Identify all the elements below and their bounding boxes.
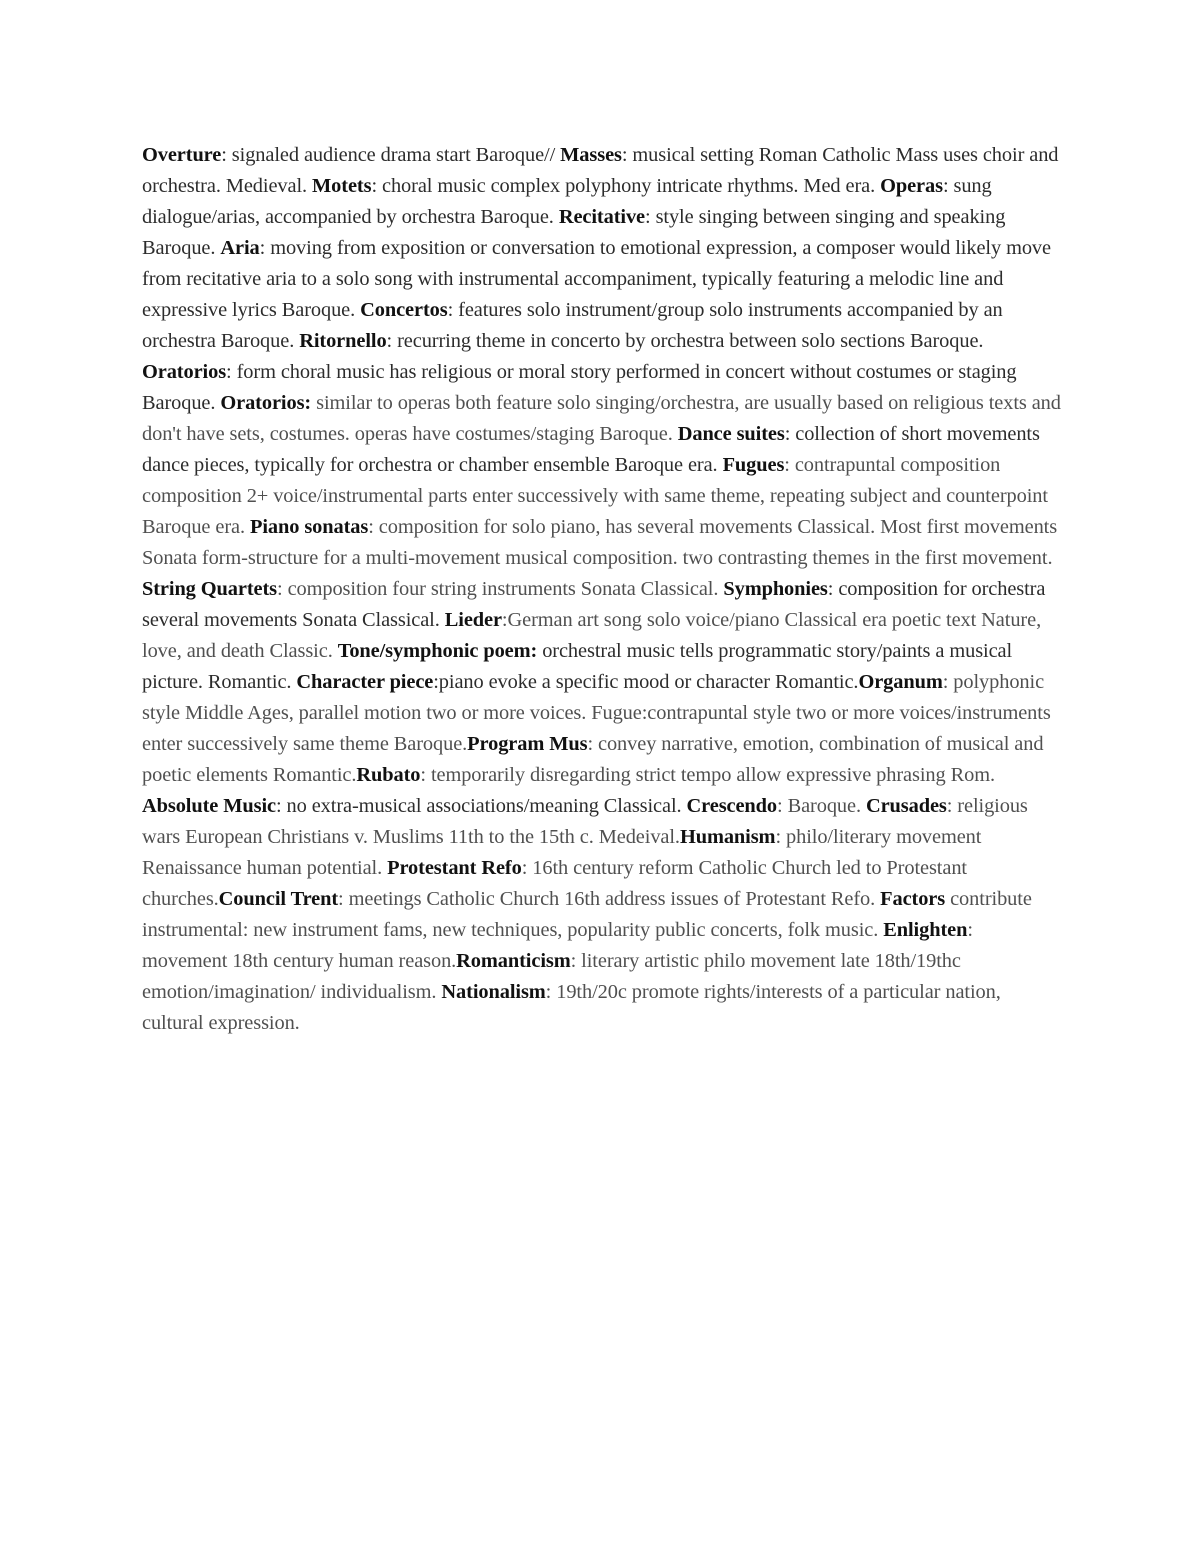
definition-enlighten: : movement 18th century human reason.: [142, 919, 973, 972]
term-tone-poem: Tone/symphonic poem:: [337, 640, 538, 662]
study-notes-paragraph: [142, 140, 1062, 1039]
term-crusades: Crusades: [865, 795, 947, 817]
term-crescendo: Crescendo: [686, 795, 778, 817]
term-recitative: Recitative: [558, 206, 645, 228]
definition-oratorios-2: similar to operas both feature solo singing/orchestra, are usually based on religious texts and don't have sets, costumes. operas have costumes/staging Baroque.: [142, 392, 1061, 445]
term-factors: Factors: [880, 888, 946, 910]
term-rubato: Rubato: [356, 764, 421, 786]
definition-crescendo: : Baroque.: [777, 795, 866, 817]
term-operas: Operas: [880, 175, 943, 197]
definition-masses: : musical setting Roman Catholic Mass uses choir and orchestra. Medieval.: [142, 144, 1059, 197]
definition-concertos: : features solo instrument/group solo instruments accompanied by an orchestra Baroque.: [142, 299, 1003, 352]
term-piano-sonatas: Piano sonatas: [249, 516, 369, 538]
definition-character-piece: :piano evoke a specific mood or character Romantic.: [433, 671, 859, 693]
term-lieder: Lieder: [444, 609, 502, 631]
definition-recitative: : style singing between singing and speaking Baroque.: [142, 206, 1006, 259]
definition-nationalism: : 19th/20c promote rights/interests of a particular nation, cultural expression.: [142, 981, 1001, 1034]
term-protestant-refo: Protestant Refo: [387, 857, 522, 879]
definition-organum: : polyphonic style Middle Ages, parallel motion two or more voices. Fugue:contrapuntal style two or more voices/instruments enter successively same theme Baroque.: [142, 671, 1051, 755]
term-concertos: Concertos: [360, 299, 448, 321]
definition-motets: : choral music complex polyphony intricate rhythms. Med era.: [371, 175, 881, 197]
definition-council-trent: : meetings Catholic Church 16th address issues of Protestant Refo.: [338, 888, 881, 910]
definition-protestant-refo: : 16th century reform Catholic Church led to Protestant churches.: [142, 857, 967, 910]
term-oratorios: Oratorios: [142, 361, 227, 383]
definition-overture: : signaled audience drama start Baroque//: [221, 144, 561, 166]
term-masses: Masses: [560, 144, 622, 166]
definition-piano-sonatas: : composition for solo piano, has several movements Classical. Most first movements Sonata form-structure for a multi-movement musical composition. two contrasting themes in the first movement.: [142, 516, 1058, 569]
definition-oratorios: : form choral music has religious or moral story performed in concert without costumes or staging Baroque.: [142, 361, 1017, 414]
term-ritornello: Ritornello: [299, 330, 387, 352]
definition-ritornello: : recurring theme in concerto by orchestra between solo sections Baroque.: [386, 330, 984, 352]
term-council-trent: Council Trent: [218, 888, 339, 910]
definition-program-music: : convey narrative, emotion, combination of musical and poetic elements Romantic.: [142, 733, 1044, 786]
definition-factors: contribute instrumental: new instrument fams, new techniques, popularity public concerts, folk music.: [142, 888, 1032, 941]
definition-humanism: : philo/literary movement Renaissance human potential.: [142, 826, 982, 879]
term-oratorios-2: Oratorios:: [220, 392, 312, 414]
definition-dance-suites: : collection of short movements dance pieces, typically for orchestra or chamber ensemble Baroque era.: [142, 423, 1040, 476]
definition-tone-poem: orchestral music tells programmatic story/paints a musical picture. Romantic.: [142, 640, 1013, 693]
term-nationalism: Nationalism: [441, 981, 546, 1003]
definition-symphonies: : composition for orchestra several movements Sonata Classical.: [142, 578, 1046, 631]
definition-aria: : moving from exposition or conversation to emotional expression, a composer would likely move from recitative aria to a solo song with instrumental accompaniment, typically featuring a melodic line and expressive lyrics Baroque.: [142, 237, 1051, 321]
term-symphonies: Symphonies: [723, 578, 828, 600]
definition-lieder: :German art song solo voice/piano Classical era poetic text Nature, love, and death Classic.: [142, 609, 1042, 662]
term-fugues: Fugues: [722, 454, 785, 476]
term-character-piece: Character piece: [296, 671, 434, 693]
term-motets: Motets: [312, 175, 372, 197]
definition-string-quartets: : composition four string instruments Sonata Classical.: [277, 578, 724, 600]
definition-absolute-music: : no extra-musical associations/meaning Classical.: [275, 795, 687, 817]
definition-romanticism: : literary artistic philo movement late 18th/19thc emotion/imagination/ individualism.: [142, 950, 961, 1003]
term-humanism: Humanism: [679, 826, 776, 848]
definition-crusades: : religious wars European Christians v. Muslims 11th to the 15th c. Medeival.: [142, 795, 1028, 848]
definition-fugues: : contrapuntal composition composition 2+ voice/instrumental parts enter successively with same theme, repeating subject and counterpoint Baroque era.: [142, 454, 1048, 538]
term-absolute-music: Absolute Music: [142, 795, 276, 817]
term-program-music: Program Mus: [467, 733, 588, 755]
definition-rubato: : temporarily disregarding strict tempo allow expressive phrasing Rom.: [420, 764, 995, 786]
term-aria: Aria: [220, 237, 260, 259]
definition-operas: : sung dialogue/arias, accompanied by orchestra Baroque.: [142, 175, 992, 228]
term-string-quartets: String Quartets: [142, 578, 277, 600]
term-enlighten: Enlighten: [883, 919, 968, 941]
term-romanticism: Romanticism: [456, 950, 571, 972]
term-dance-suites: Dance suites: [677, 423, 785, 445]
term-organum: Organum: [858, 671, 943, 693]
term-overture: Overture: [142, 144, 222, 166]
